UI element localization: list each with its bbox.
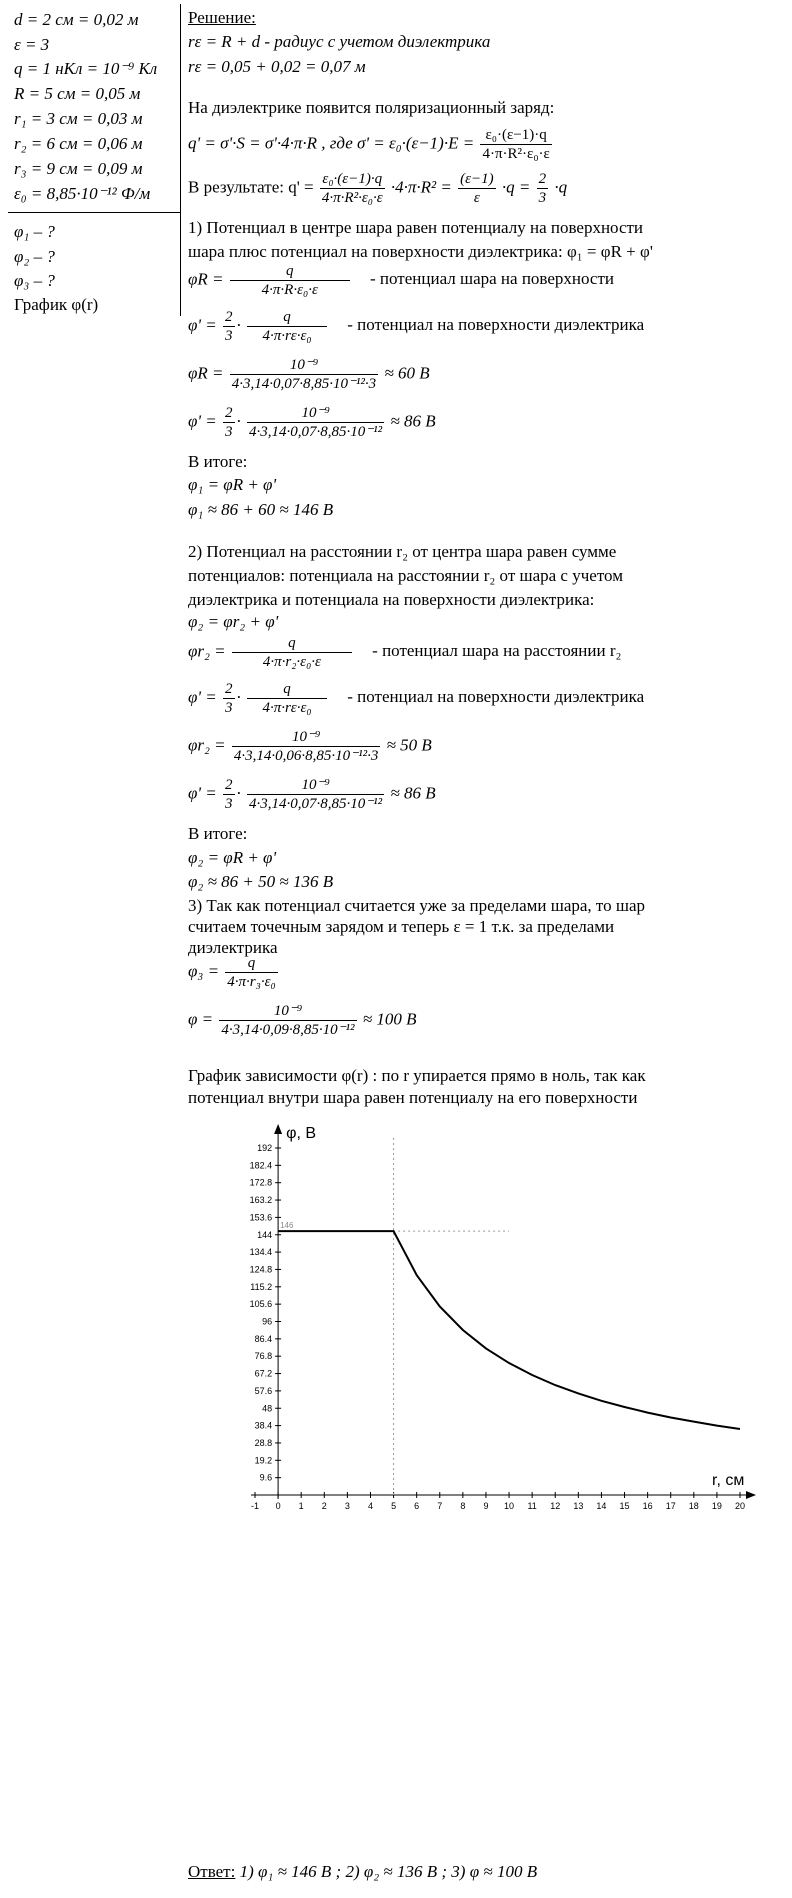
numerator: 10⁻⁹ — [273, 1003, 303, 1019]
result-formula — [188, 170, 567, 207]
fraction — [223, 308, 235, 345]
denominator: 4·π·rε·ε₀ — [247, 698, 327, 717]
x-tick-label: 0 — [275, 1501, 281, 1511]
y-axis-arrow — [274, 1124, 282, 1134]
y-tick-label: 86.4 — [254, 1333, 273, 1344]
formula-lhs: φ' = — [188, 315, 217, 335]
phiP2-formula: φ' = $\frac{2}{3}$ · $\frac{q}{\text{4·π·rε·ε₀}}$ - потенциал на поверхности диэлектрика — [188, 681, 645, 716]
denominator: 3 — [225, 700, 233, 716]
numerator: 10⁻⁹ — [292, 729, 321, 745]
y-tick-label: 19.2 — [254, 1455, 273, 1466]
part1-text: шара плюс потенциал на поверхности диэлектрика: φ₁ = φR + φ' — [188, 242, 653, 261]
phiP2-value: φ' = $\frac{2}{3}$ · $\frac{\text{10⁻⁹}}{\text{4·3,14·0,07·8,85·10⁻¹²}}$ ≈ 86 В — [188, 777, 436, 812]
solution-line: rε = 0,05 + 0,02 = 0,07 м — [188, 57, 366, 76]
x-axis-label: r, см — [712, 1472, 745, 1489]
y-tick-label: 172.8 — [249, 1177, 273, 1188]
solution-heading: Решение: — [188, 8, 256, 27]
formula-lhs: φr₂ = — [188, 641, 226, 661]
numerator: 2 — [225, 405, 233, 421]
formula-lhs: φ' = — [188, 783, 217, 803]
numerator: q — [283, 309, 291, 325]
given-line: q = 1 нКл = 10⁻⁹ Кл — [14, 59, 158, 78]
find-line: График φ(r) — [14, 295, 99, 314]
fraction — [320, 170, 385, 207]
formula-lhs: φ' = — [188, 687, 217, 707]
y-tick-label: 144 — [257, 1229, 273, 1240]
x-tick-label: 2 — [321, 1501, 327, 1511]
given-line: ε₀ = 8,85·10⁻¹² Ф/м — [14, 184, 151, 203]
formula-result: ≈ 86 В — [390, 411, 436, 431]
part3-text: диэлектрика — [188, 938, 278, 957]
given-line: r₂ = 6 см = 0,06 м — [14, 134, 143, 153]
phiR-formula — [188, 262, 614, 299]
formula-text: ·q — [554, 177, 568, 197]
x-tick-label: 6 — [414, 1501, 420, 1511]
part2-text: потенциалов: потенциала на расстоянии r₂ от шара с учетом — [188, 566, 623, 585]
fraction — [225, 954, 277, 991]
y-tick-label: 57.6 — [254, 1385, 273, 1396]
formula-note: - потенциал на поверхности диэлектрика — [347, 315, 645, 335]
formula-note: - потенциал шара на поверхности — [370, 269, 614, 289]
solution-line: На диэлектрике появится поляризационный заряд: — [188, 98, 555, 117]
graph-text: График зависимости φ(r) : по r упирается прямо в ноль, так как — [188, 1066, 646, 1085]
fraction — [247, 680, 327, 717]
numerator: ε₀·(ε−1)·q — [485, 127, 547, 143]
x-tick-label: 9 — [483, 1501, 489, 1511]
y-tick-label: 182.4 — [249, 1160, 273, 1171]
denominator: 4·π·rε·ε₀ — [247, 326, 327, 345]
y-tick-label: 96 — [262, 1316, 273, 1327]
x-tick-label: 20 — [734, 1501, 746, 1511]
denominator: ε — [458, 188, 496, 207]
formula-lhs: φR = — [188, 269, 224, 289]
itog-line: φ₁ = φR + φ' — [188, 475, 277, 494]
solution-line: rε = R + d - радиус с учетом диэлектрика — [188, 32, 491, 51]
fraction — [223, 680, 235, 717]
formula-result: ≈ 86 В — [390, 783, 436, 803]
formula-note: - потенциал шара на расстоянии r₂ — [372, 641, 622, 661]
numerator: 10⁻⁹ — [301, 777, 330, 793]
denominator: 3 — [225, 796, 233, 812]
fraction — [480, 126, 551, 163]
formula-text: q' = σ'·S = σ'·4·π·R , где σ' = ε₀·(ε−1)·E = — [188, 133, 475, 153]
x-tick-label: 14 — [596, 1501, 607, 1511]
itog-line: φ₂ = φR + φ' — [188, 848, 277, 867]
find-line: φ₃ – ? — [14, 271, 55, 290]
part3-text: 3) Так как потенциал считается уже за пределами шара, то шар — [188, 896, 646, 915]
denominator: 4·3,14·0,07·8,85·10⁻¹² — [249, 796, 383, 812]
x-tick-label: 13 — [573, 1501, 584, 1511]
formula-lhs: φR = — [188, 363, 224, 383]
fraction — [247, 308, 327, 345]
itog-label: В итоге: — [188, 824, 248, 843]
x-tick-label: 8 — [460, 1501, 466, 1511]
graph-text: потенциал внутри шара равен потенциалу на его поверхности — [188, 1088, 638, 1107]
numerator: 2 — [225, 777, 233, 793]
given-line: d = 2 см = 0,02 м — [14, 10, 139, 29]
denominator: 3 — [225, 424, 233, 440]
y-tick-label: 115.2 — [250, 1281, 273, 1292]
part1-text: 1) Потенциал в центре шара равен потенциалу на поверхности — [188, 218, 644, 237]
part2-text: 2) Потенциал на расстоянии r₂ от центра шара равен сумме — [188, 542, 617, 561]
denominator: 3 — [225, 328, 233, 344]
fraction — [230, 356, 378, 393]
given-line: ε = 3 — [14, 35, 50, 54]
phiR-value — [188, 356, 430, 393]
given-divider — [8, 212, 180, 213]
phir2-formula — [188, 634, 621, 671]
numerator: 10⁻⁹ — [289, 357, 319, 373]
formula-result: ≈ 60 В — [384, 363, 430, 383]
phir2-value — [188, 728, 432, 765]
numerator: 2 — [538, 171, 547, 187]
numerator: q — [288, 635, 296, 651]
x-tick-label: 1 — [298, 1501, 304, 1511]
x-tick-label: 11 — [527, 1501, 537, 1511]
find-line: φ₁ – ? — [14, 222, 55, 241]
given-vertical-divider — [180, 4, 181, 316]
part2-text: диэлектрика и потенциала на поверхности диэлектрика: — [188, 590, 595, 609]
x-tick-label: 15 — [619, 1501, 630, 1511]
numerator: q — [283, 681, 291, 697]
formula-result: ≈ 50 В — [386, 735, 432, 755]
denominator: 4·3,14·0,07·8,85·10⁻¹²·3 — [231, 376, 377, 392]
itog-line: φ₂ ≈ 86 + 50 ≈ 136 В — [188, 872, 334, 891]
x-tick-label: -1 — [250, 1501, 260, 1511]
polarization-formula — [188, 126, 554, 163]
numerator: 2 — [225, 309, 233, 325]
part2-text: φ₂ = φr₂ + φ' — [188, 612, 279, 631]
answer-label: Ответ: — [188, 1862, 236, 1881]
series-line — [278, 1231, 740, 1429]
formula-result: ≈ 100 В — [362, 1009, 417, 1029]
fraction — [219, 1002, 356, 1039]
formula-lhs: φr₂ = — [188, 735, 226, 755]
potential-chart — [0, 1110, 792, 1540]
numerator: q — [286, 263, 294, 279]
fraction — [537, 170, 549, 207]
x-tick-label: 5 — [391, 1501, 397, 1511]
given-line: r₁ = 3 см = 0,03 м — [14, 109, 143, 128]
numerator: ε₀·(ε−1)·q — [322, 171, 383, 187]
fraction — [223, 404, 235, 441]
numerator: q — [247, 955, 256, 971]
numerator: 2 — [225, 681, 233, 697]
y-tick-label: 153.6 — [249, 1212, 273, 1223]
formula-lhs: φ₃ = — [188, 961, 220, 981]
denominator: 4·π·R²·ε₀·ε — [321, 190, 383, 206]
numerator: 10⁻⁹ — [301, 405, 330, 421]
phiP-formula: φ' = $\frac{2}{3}$ · $\frac{q}{\text{4·π·rε·ε₀}}$ - потенциал на поверхности диэлектрика — [188, 309, 645, 344]
find-line: φ₂ – ? — [14, 247, 55, 266]
y-tick-label: 192 — [257, 1143, 273, 1153]
denominator: 4·π·r₃·ε₀ — [227, 974, 276, 990]
given-line: R = 5 см = 0,05 м — [14, 84, 141, 103]
y-tick-label: 67.2 — [254, 1368, 273, 1379]
y-tick-label: 38.4 — [254, 1420, 273, 1431]
x-tick-label: 18 — [688, 1501, 699, 1511]
x-tick-label: 16 — [642, 1501, 653, 1511]
denominator: 4·π·r₂·ε₀·ε — [232, 652, 352, 671]
fraction — [232, 728, 380, 765]
y-tick-label: 9.6 — [259, 1472, 273, 1483]
part3-text: считаем точечным зарядом и теперь ε = 1 т.к. за пределами — [188, 917, 615, 936]
x-tick-label: 19 — [711, 1501, 722, 1511]
x-tick-label: 12 — [550, 1501, 561, 1511]
denominator: 4·π·R·ε₀·ε — [230, 280, 350, 299]
fraction — [223, 776, 235, 813]
formula-text: В результате: q' = — [188, 177, 314, 197]
formula-lhs: φ' = — [188, 411, 217, 431]
phiP-value: φ' = $\frac{2}{3}$ · $\frac{\text{10⁻⁹}}{\text{4·3,14·0,07·8,85·10⁻¹²}}$ ≈ 86 В — [188, 405, 436, 440]
y-tick-label: 163.2 — [249, 1195, 273, 1206]
fraction — [230, 262, 350, 299]
fraction — [247, 776, 384, 813]
phi3-formula — [188, 954, 280, 991]
given-line: r₃ = 9 см = 0,09 м — [14, 159, 143, 178]
x-axis-arrow — [746, 1491, 756, 1499]
fraction — [458, 170, 496, 207]
annotation-label: 146 — [280, 1221, 294, 1231]
answer-text: 1) φ₁ ≈ 146 В ; 2) φ₂ ≈ 136 В ; 3) φ ≈ 100 В — [235, 1862, 538, 1881]
itog-line: φ₁ ≈ 86 + 60 ≈ 146 В — [188, 500, 334, 519]
fraction — [232, 634, 352, 671]
itog-label: В итоге: — [188, 452, 248, 471]
y-tick-label: 134.4 — [249, 1247, 273, 1258]
formula-text: ·q = — [501, 177, 531, 197]
phi3-value — [188, 1002, 417, 1039]
y-tick-label: 76.8 — [254, 1351, 273, 1362]
y-tick-label: 28.8 — [254, 1437, 273, 1448]
x-tick-label: 17 — [665, 1501, 676, 1511]
denominator: 4·3,14·0,06·8,85·10⁻¹²·3 — [233, 748, 379, 764]
denominator: 4·3,14·0,07·8,85·10⁻¹² — [249, 424, 383, 440]
y-tick-label: 124.8 — [249, 1264, 273, 1275]
answer-line — [188, 1862, 537, 1882]
x-tick-label: 10 — [504, 1501, 515, 1511]
formula-text: ·4·π·R² = — [390, 177, 452, 197]
y-axis-label: φ, В — [286, 1125, 317, 1142]
x-tick-label: 3 — [344, 1501, 350, 1511]
x-tick-label: 4 — [367, 1501, 373, 1511]
numerator: (ε−1) — [460, 171, 494, 187]
denominator: 3 — [538, 190, 547, 206]
y-tick-label: 48 — [262, 1403, 273, 1414]
formula-note: - потенциал на поверхности диэлектрика — [347, 687, 645, 707]
formula-lhs: φ = — [188, 1009, 214, 1029]
y-tick-label: 105.6 — [249, 1299, 273, 1310]
x-tick-label: 7 — [437, 1501, 443, 1511]
fraction — [247, 404, 384, 441]
denominator: 4·π·R²·ε₀·ε — [482, 146, 550, 162]
denominator: 4·3,14·0,09·8,85·10⁻¹² — [221, 1022, 355, 1038]
